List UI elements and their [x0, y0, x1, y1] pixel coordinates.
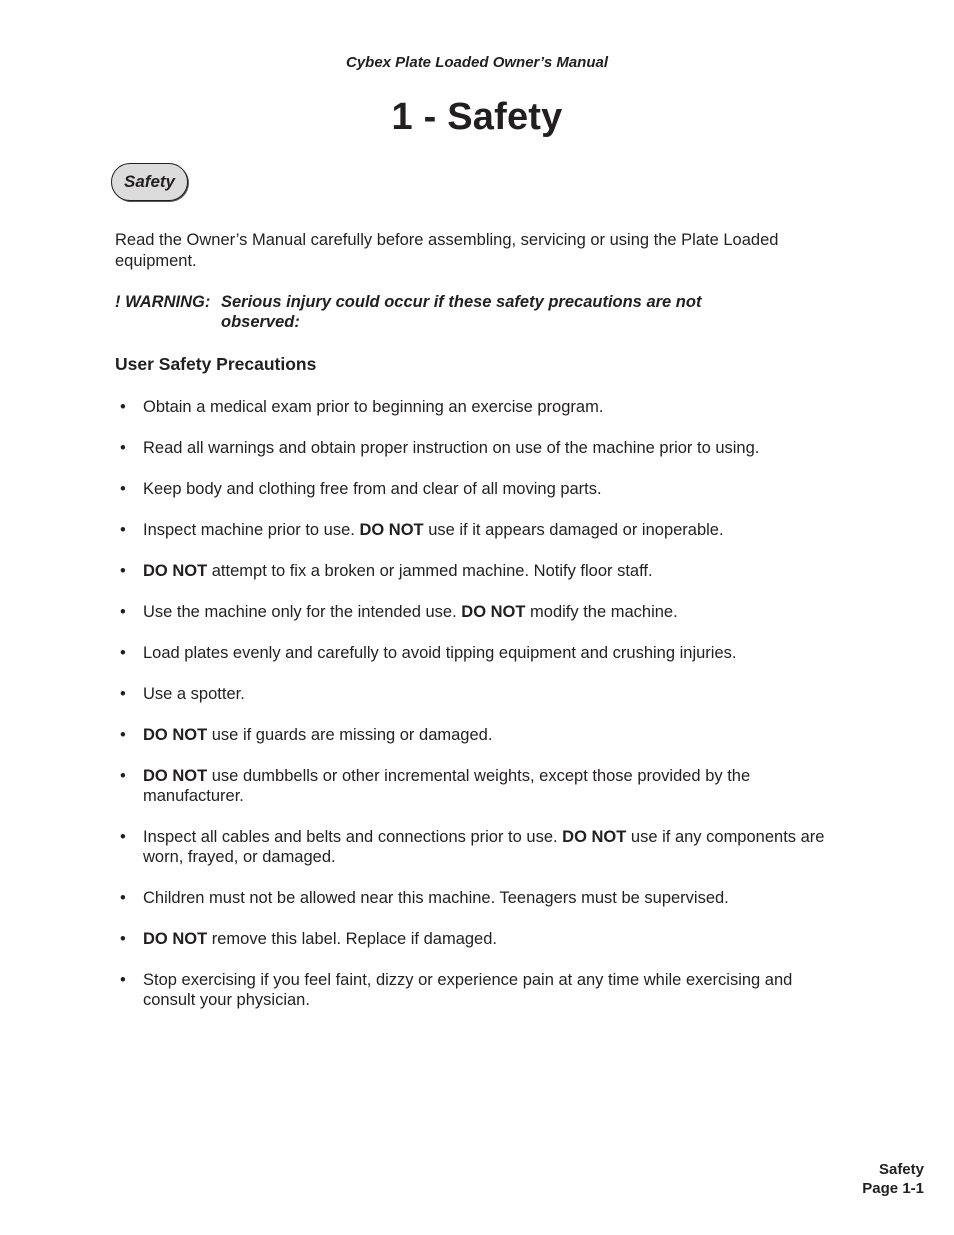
- item-text-bold: DO NOT: [359, 521, 424, 539]
- item-text-post: remove this label. Replace if damaged.: [207, 930, 497, 948]
- bullet-icon: •: [120, 930, 126, 948]
- list-item: [115, 827, 845, 867]
- item-text-pre: Load plates evenly and carefully to avoid tipping equipment and crushing injuries.: [143, 644, 737, 662]
- list-item: [115, 725, 845, 745]
- item-text-post: modify the machine.: [525, 603, 678, 621]
- bullet-icon: •: [120, 767, 126, 785]
- item-text-bold: DO NOT: [562, 828, 627, 846]
- list-item: [115, 479, 845, 499]
- list-item: [115, 438, 845, 458]
- section-tab-label: Safety: [123, 172, 176, 191]
- item-text-bold: DO NOT: [143, 930, 208, 948]
- item-text-pre: Keep body and clothing free from and clear of all moving parts.: [143, 480, 602, 498]
- warning-text: Serious injury could occur if these safety precautions are not observed:: [221, 293, 702, 331]
- bullet-icon: •: [120, 889, 126, 907]
- footer-page-number: Page 1-1: [862, 1180, 924, 1197]
- list-item: [115, 520, 845, 540]
- item-text-post: use if guards are missing or damaged.: [207, 726, 493, 744]
- item-text-post: use dumbbells or other incremental weights, except those provided by the manufacturer.: [143, 767, 751, 805]
- item-text-post: attempt to fix a broken or jammed machine. Notify floor staff.: [207, 562, 653, 580]
- intro-paragraph: Read the Owner’s Manual carefully before assembling, servicing or using the Plate Loaded equipment.: [115, 231, 779, 270]
- item-text-pre: Children must not be allowed near this machine. Teenagers must be supervised.: [143, 889, 729, 907]
- bullet-icon: •: [120, 685, 126, 703]
- bullet-icon: •: [120, 398, 126, 416]
- bullet-icon: •: [120, 971, 126, 989]
- item-text-pre: Obtain a medical exam prior to beginning an exercise program.: [143, 398, 604, 416]
- section-tab: [111, 163, 188, 201]
- item-text-bold: DO NOT: [461, 603, 526, 621]
- item-text-pre: Use the machine only for the intended use.: [143, 603, 462, 621]
- item-text-bold: DO NOT: [143, 726, 208, 744]
- warning-label: ! WARNING:: [115, 293, 211, 311]
- warning-block: [115, 292, 835, 332]
- item-text-pre: Inspect machine prior to use.: [143, 521, 360, 539]
- item-text-pre: Inspect all cables and belts and connections prior to use.: [143, 828, 563, 846]
- item-text-pre: Use a spotter.: [143, 685, 245, 703]
- list-item: [115, 397, 845, 417]
- running-header: Cybex Plate Loaded Owner’s Manual: [345, 54, 609, 71]
- item-text-pre: Stop exercising if you feel faint, dizzy or experience pain at any time while exercising and consult your physician.: [143, 971, 793, 1009]
- page-footer: [862, 1160, 924, 1198]
- list-item: [115, 929, 845, 949]
- bullet-icon: •: [120, 603, 126, 621]
- item-text-post: use if any components are worn, frayed, or damaged.: [143, 828, 825, 866]
- bullet-icon: •: [120, 480, 126, 498]
- bullet-icon: •: [120, 521, 126, 539]
- bullet-icon: •: [120, 562, 126, 580]
- bullet-icon: •: [120, 726, 126, 744]
- bullet-icon: •: [120, 828, 126, 846]
- precautions-list: [115, 397, 845, 1031]
- list-item: [115, 970, 845, 1010]
- footer-section: Safety: [878, 1161, 924, 1178]
- list-item: [115, 602, 845, 622]
- item-text-pre: Read all warnings and obtain proper instruction on use of the machine prior to using.: [143, 439, 760, 457]
- item-text-bold: DO NOT: [143, 562, 208, 580]
- bullet-icon: •: [120, 644, 126, 662]
- list-item: [115, 684, 845, 704]
- item-text-bold: DO NOT: [143, 767, 208, 785]
- bullet-icon: •: [120, 439, 126, 457]
- section-subheading: User Safety Precautions: [115, 354, 317, 374]
- page-title: 1 - Safety: [391, 96, 563, 138]
- list-item: [115, 766, 845, 806]
- item-text-post: use if it appears damaged or inoperable.: [423, 521, 724, 539]
- list-item: [115, 888, 845, 908]
- list-item: [115, 561, 845, 581]
- list-item: [115, 643, 845, 663]
